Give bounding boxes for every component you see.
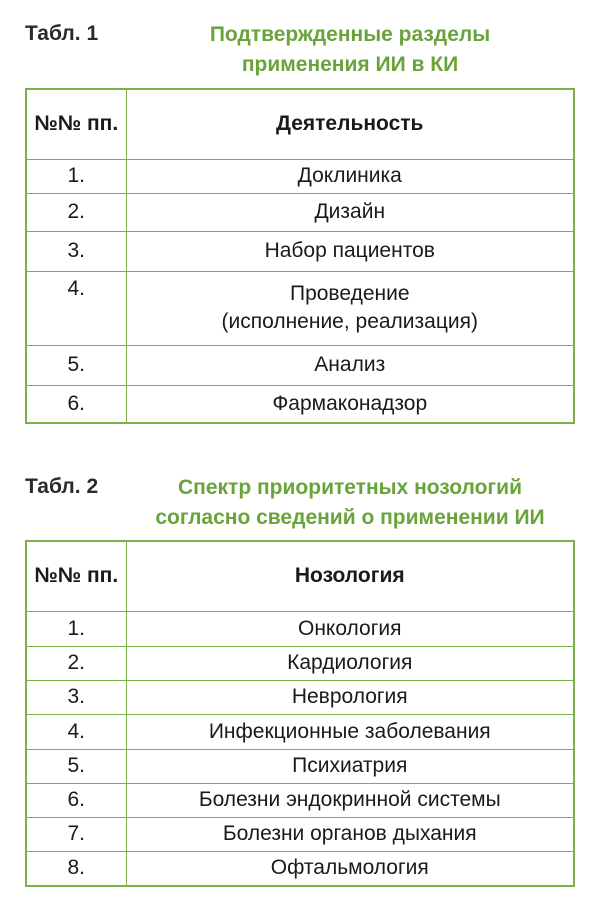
row-num: 2. — [26, 646, 126, 680]
table1-title-line: применения ИИ в КИ — [241, 53, 459, 76]
table-row — [26, 345, 574, 385]
table2-title-line: согласно сведений о применении ИИ — [155, 506, 545, 529]
row-value: Болезни органов дыхания — [126, 817, 574, 851]
table-row — [26, 749, 574, 783]
row-num: 1. — [26, 611, 126, 646]
row-num: 7. — [26, 817, 126, 851]
row-value: Кардиология — [126, 646, 574, 680]
header-num-line: пп. — [86, 112, 119, 136]
row-num: 5. — [26, 749, 126, 783]
table1-header-activity: Деятельность — [126, 89, 574, 159]
table1-title-line: Подтвержденные разделы — [209, 23, 491, 46]
table-row — [26, 714, 574, 749]
row-value: Психиатрия — [126, 749, 574, 783]
table-row — [26, 680, 574, 714]
table1 — [25, 88, 575, 424]
table2-label: Табл. 2 — [25, 475, 99, 498]
table-row — [26, 159, 574, 193]
row-num: 2. — [26, 193, 126, 231]
header-num-line: №№ — [34, 564, 82, 588]
row-num: 8. — [26, 851, 126, 886]
table2-title-line: Спектр приоритетных нозологий — [178, 476, 522, 499]
table-row — [26, 271, 574, 345]
row-num: 4. — [26, 271, 126, 345]
table-row — [26, 817, 574, 851]
row-value-line: (исполнение, реализация) — [221, 310, 478, 333]
table2-title — [115, 473, 585, 533]
row-value: Неврология — [126, 680, 574, 714]
row-value: Онкология — [126, 611, 574, 646]
row-num: 6. — [26, 385, 126, 423]
row-value: Дизайн — [126, 193, 574, 231]
row-value: Инфекционные заболевания — [126, 714, 574, 749]
table-row — [26, 851, 574, 886]
row-num: 5. — [26, 345, 126, 385]
table-row — [26, 646, 574, 680]
table1-header-row — [26, 89, 574, 159]
table2-header-nosology: Нозология — [126, 541, 574, 611]
row-value — [126, 271, 574, 345]
table2-header-row — [26, 541, 574, 611]
row-num: 1. — [26, 159, 126, 193]
table-row — [26, 783, 574, 817]
table-row — [26, 385, 574, 423]
header-num-line: пп. — [86, 564, 119, 588]
row-value: Болезни эндокринной системы — [126, 783, 574, 817]
table-row — [26, 611, 574, 646]
row-num: 4. — [26, 714, 126, 749]
row-num: 6. — [26, 783, 126, 817]
table-row — [26, 231, 574, 271]
row-value: Набор пациентов — [126, 231, 574, 271]
row-num: 3. — [26, 231, 126, 271]
row-value-line: Проведение — [289, 282, 410, 305]
table1-header-num — [26, 89, 126, 159]
table2-header-num — [26, 541, 126, 611]
row-value: Офтальмология — [126, 851, 574, 886]
row-num: 3. — [26, 680, 126, 714]
table1-label: Табл. 1 — [25, 22, 99, 45]
row-value: Анализ — [126, 345, 574, 385]
table-row — [26, 193, 574, 231]
row-value: Доклиника — [126, 159, 574, 193]
header-num-line: №№ — [34, 112, 82, 136]
table2 — [25, 540, 575, 887]
row-value: Фармаконадзор — [126, 385, 574, 423]
table1-title — [150, 20, 550, 80]
